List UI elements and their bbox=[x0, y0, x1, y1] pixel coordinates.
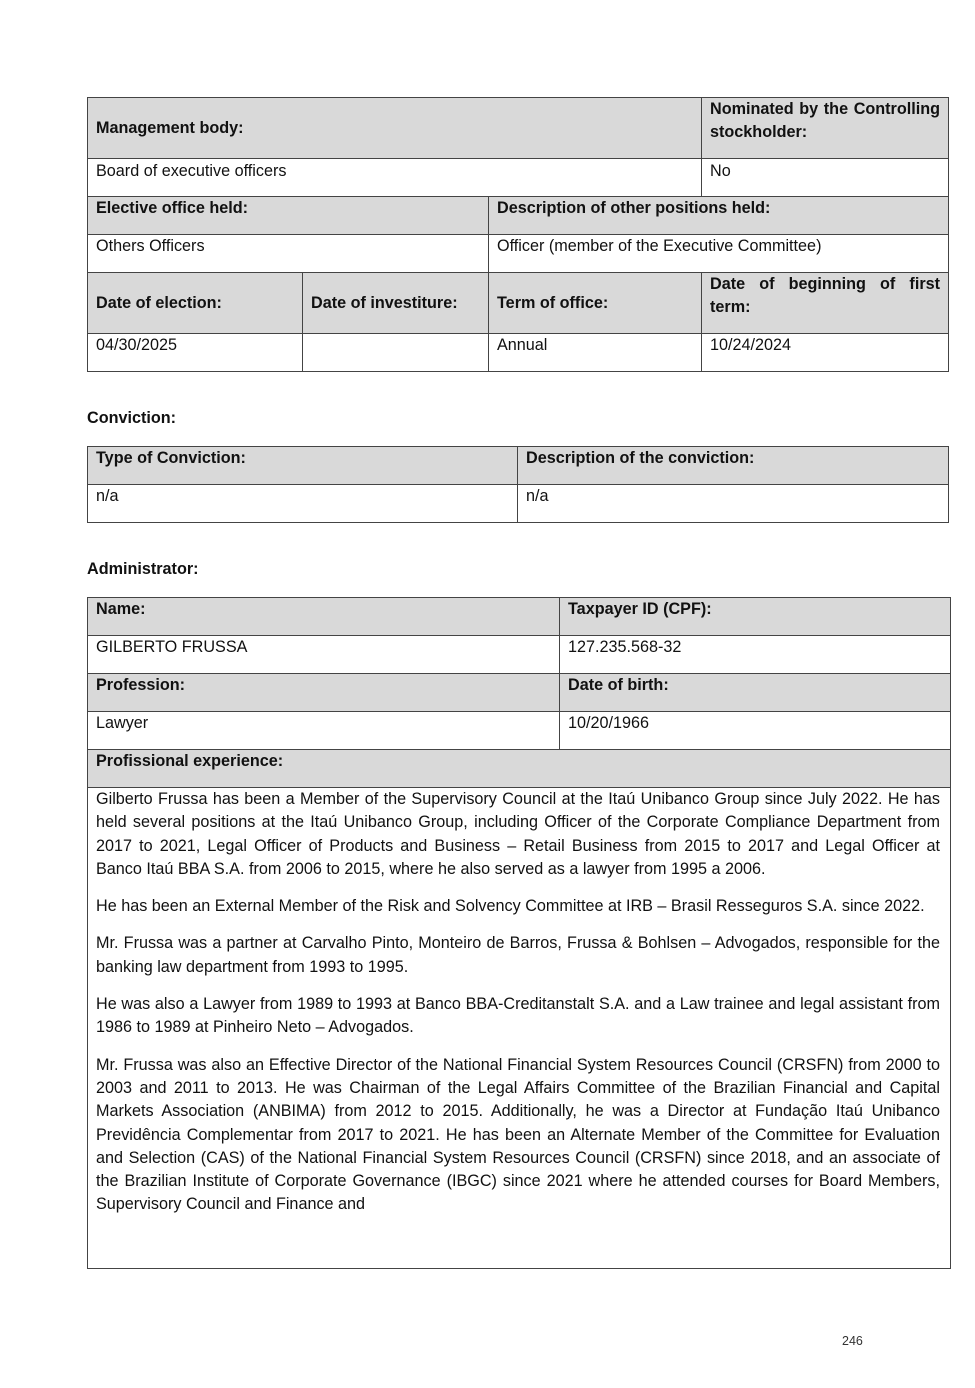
conviction-description-label: Description of the conviction: bbox=[518, 447, 949, 485]
elective-office-label: Elective office held: bbox=[88, 197, 489, 235]
experience-paragraph: He was also a Lawyer from 1989 to 1993 at Banco BBA-Creditanstalt S.A. and a Law trainee and legal assistant from 1986 to 1989 at Pinheiro Neto – Advogados. bbox=[96, 995, 940, 1037]
conviction-section-title: Conviction: bbox=[87, 409, 177, 427]
birth-date-value: 10/20/1966 bbox=[560, 712, 951, 750]
investiture-date-value bbox=[303, 334, 489, 372]
conviction-table bbox=[87, 446, 949, 523]
administrator-table bbox=[87, 597, 951, 1269]
page-number: 246 bbox=[842, 1334, 863, 1348]
management-body-value: Board of executive officers bbox=[88, 159, 702, 197]
conviction-type-label: Type of Conviction: bbox=[88, 447, 518, 485]
name-value: GILBERTO FRUSSA bbox=[88, 636, 560, 674]
experience-text bbox=[88, 788, 951, 1269]
profession-value: Lawyer bbox=[88, 712, 560, 750]
election-date-label: Date of election: bbox=[88, 273, 303, 334]
term-of-office-value: Annual bbox=[489, 334, 702, 372]
other-positions-value: Officer (member of the Executive Committee) bbox=[489, 235, 949, 273]
conviction-description-value: n/a bbox=[518, 485, 949, 523]
experience-paragraph: Mr. Frussa was also an Effective Director of the National Financial System Resources Council (CRSFN) from 2000 to 2003 and 2011 to 2013. He was Chairman of the Legal Affairs Committee of the Brazilian Financial and Capital Markets Association (ANBIMA) from 2012 to 2015. Additionally, he was a Director at Fundação Itaú Unibanco Previdência Complementar from 2017 to 2021. He has been an Alternate Member of the Committee for Evaluation and Selection (CAS) of the National Financial System Resources Council (CRSFN) since 2018, and an associate of the Brazilian Institute of Corporate Governance (IBGC) since 2021 where he attended courses for Board Members, Supervisory Council and Finance and bbox=[96, 1055, 940, 1214]
name-label: Name: bbox=[88, 598, 560, 636]
experience-paragraph: Mr. Frussa was a partner at Carvalho Pinto, Monteiro de Barros, Frussa & Bohlsen – Advogados, responsible for the banking law department from 1993 to 1995. bbox=[96, 934, 940, 976]
conviction-type-value: n/a bbox=[88, 485, 518, 523]
cpf-label: Taxpayer ID (CPF): bbox=[560, 598, 951, 636]
experience-paragraph: He has been an External Member of the Risk and Solvency Committee at IRB – Brasil Resseguros S.A. since 2022. bbox=[96, 897, 925, 916]
investiture-date-label: Date of investiture: bbox=[303, 273, 489, 334]
cpf-value: 127.235.568-32 bbox=[560, 636, 951, 674]
other-positions-label: Description of other positions held: bbox=[489, 197, 949, 235]
nominated-value: No bbox=[702, 159, 949, 197]
profession-label: Profession: bbox=[88, 674, 560, 712]
experience-label: Profissional experience: bbox=[88, 750, 951, 788]
management-body-label: Management body: bbox=[88, 98, 702, 159]
election-date-value: 04/30/2025 bbox=[88, 334, 303, 372]
birth-date-label: Date of birth: bbox=[560, 674, 951, 712]
nominated-label: Nominated by the Controlling stockholder: bbox=[702, 98, 949, 159]
first-term-date-value: 10/24/2024 bbox=[702, 334, 949, 372]
elective-office-value: Others Officers bbox=[88, 235, 489, 273]
management-table bbox=[87, 97, 949, 372]
administrator-section-title: Administrator: bbox=[87, 560, 199, 578]
first-term-date-label: Date of beginning of first term: bbox=[702, 273, 949, 334]
term-of-office-label: Term of office: bbox=[489, 273, 702, 334]
experience-paragraph: Gilberto Frussa has been a Member of the Supervisory Council at the Itaú Unibanco Group since July 2022. He has held several positions at the Itaú Unibanco Group, including Officer of the Corporate Compliance Department from 2017 to 2021, Legal Officer of Products and Business – Retail Business from 2015 to 2017 and Legal Officer at Banco Itaú BBA S.A. from 2006 to 2015, where he also served as a lawyer from 1995 a 2006. bbox=[96, 790, 940, 878]
